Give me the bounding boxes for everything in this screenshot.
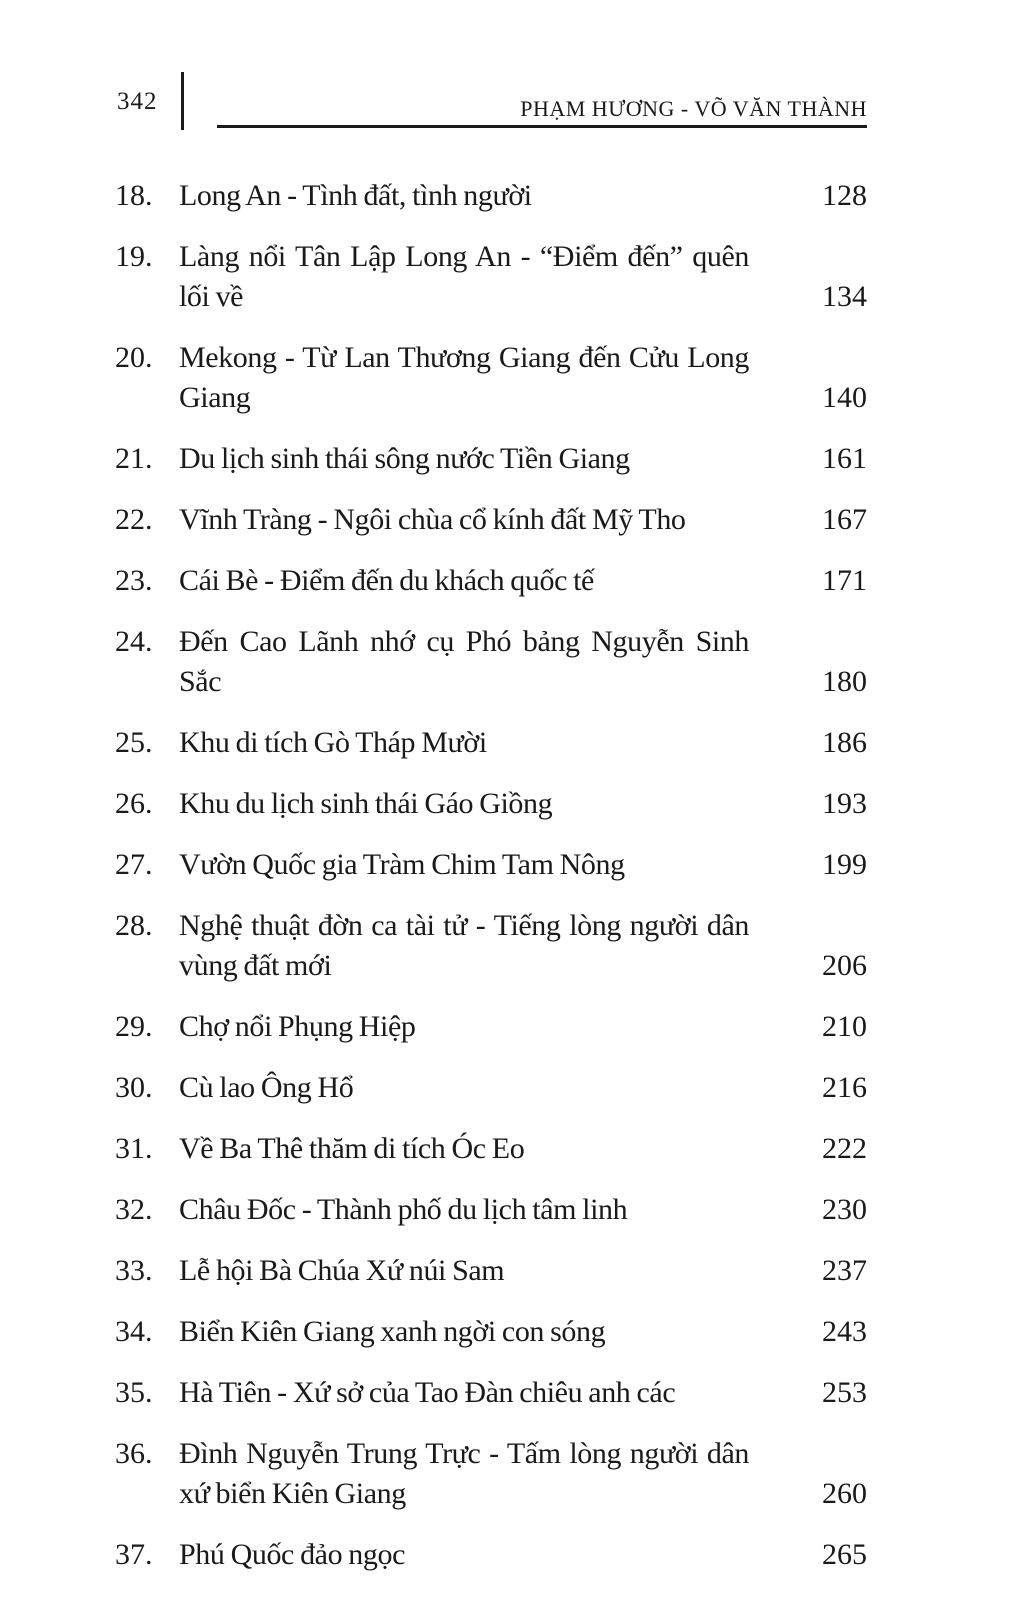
toc-entry-page: 230	[822, 1193, 867, 1226]
toc-entry-title: Về Ba Thê thăm di tích Óc Eo	[179, 1132, 525, 1165]
toc-entry-page: 265	[822, 1538, 867, 1571]
toc-entry-number: 35.	[115, 1376, 153, 1409]
toc-entry	[0, 1434, 1024, 1514]
toc-entry-number: 18.	[115, 179, 153, 212]
toc-entry-number: 28.	[115, 909, 153, 942]
toc-entry-page: 206	[822, 949, 867, 982]
toc-entry-page: 237	[822, 1254, 867, 1287]
toc-entry-title: Khu du lịch sinh thái Gáo Giồng	[179, 787, 553, 820]
toc-entry-page: 210	[822, 1010, 867, 1043]
toc-entry-title: Chợ nổi Phụng Hiệp	[179, 1010, 416, 1043]
toc-entry	[0, 561, 1024, 601]
toc-entry	[0, 1373, 1024, 1413]
toc-entry	[0, 1251, 1024, 1291]
toc-entry-page: 180	[822, 665, 867, 698]
toc-entry-number: 33.	[115, 1254, 153, 1287]
toc-entry-title: Vườn Quốc gia Tràm Chim Tam Nông	[179, 848, 625, 881]
page-header	[0, 0, 1024, 140]
toc-entry	[0, 784, 1024, 824]
toc-entry-number: 22.	[115, 503, 153, 536]
toc-entry-number: 31.	[115, 1132, 153, 1165]
toc-entry-number: 36.	[115, 1437, 153, 1470]
toc-entry-title: Nghệ thuật đờn ca tài tử - Tiếng lòng người dân vùng đất mới	[179, 909, 749, 982]
toc-entry-number: 19.	[115, 240, 153, 273]
toc-entry	[0, 500, 1024, 540]
toc-entry-number: 34.	[115, 1315, 153, 1348]
toc-entry	[0, 1190, 1024, 1230]
toc-entry-number: 30.	[115, 1071, 153, 1104]
toc-entry-title: Làng nổi Tân Lập Long An - “Điểm đến” quên lối về	[179, 240, 749, 313]
toc-entry-page: 128	[822, 179, 867, 212]
toc-entry	[0, 1312, 1024, 1352]
toc-entry-page: 186	[822, 726, 867, 759]
toc-entry-number: 32.	[115, 1193, 153, 1226]
toc-entry-page: 199	[822, 848, 867, 881]
toc-entry	[0, 845, 1024, 885]
toc-entry-title: Phú Quốc đảo ngọc	[179, 1538, 405, 1571]
toc-entry-title: Khu di tích Gò Tháp Mười	[179, 726, 487, 759]
toc-entry-title: Cù lao Ông Hổ	[179, 1071, 354, 1104]
toc-entry	[0, 906, 1024, 986]
toc-entry-title: Cái Bè - Điểm đến du khách quốc tế	[179, 564, 594, 597]
toc-entry-title: Đến Cao Lãnh nhớ cụ Phó bảng Nguyễn Sinh Sắc	[179, 625, 749, 698]
toc-entry	[0, 723, 1024, 763]
toc-entry-number: 26.	[115, 787, 153, 820]
toc-entry	[0, 338, 1024, 418]
toc-entry-page: 134	[822, 280, 867, 313]
running-title: PHẠM HƯƠNG - VÕ VĂN THÀNH	[520, 96, 867, 121]
toc-entry-page: 171	[822, 564, 867, 597]
toc-entry-title: Đình Nguyễn Trung Trực - Tấm lòng người dân xứ biển Kiên Giang	[179, 1437, 749, 1510]
toc-entry-page: 253	[822, 1376, 867, 1409]
toc-entry	[0, 237, 1024, 317]
toc-entry-title: Mekong - Từ Lan Thương Giang đến Cửu Long Giang	[179, 341, 749, 414]
toc-entry-number: 24.	[115, 625, 153, 658]
toc-entry	[0, 1535, 1024, 1575]
toc-entry-page: 243	[822, 1315, 867, 1348]
toc-entry-number: 21.	[115, 442, 153, 475]
header-rule	[217, 125, 867, 128]
table-of-contents	[0, 176, 1024, 1596]
toc-entry-number: 37.	[115, 1538, 153, 1571]
toc-entry-page: 260	[822, 1477, 867, 1510]
toc-entry-title: Châu Đốc - Thành phố du lịch tâm linh	[179, 1193, 628, 1226]
page-number: 342	[117, 88, 158, 115]
toc-entry	[0, 1129, 1024, 1169]
toc-entry	[0, 622, 1024, 702]
toc-entry-page: 167	[822, 503, 867, 536]
header-vertical-bar	[181, 72, 184, 130]
toc-entry-number: 29.	[115, 1010, 153, 1043]
toc-entry-title: Biển Kiên Giang xanh ngời con sóng	[179, 1315, 606, 1348]
toc-entry-title: Du lịch sinh thái sông nước Tiền Giang	[179, 442, 630, 475]
toc-entry	[0, 1007, 1024, 1047]
toc-entry-page: 216	[822, 1071, 867, 1104]
toc-entry-page: 140	[822, 381, 867, 414]
toc-entry	[0, 176, 1024, 216]
toc-entry-title: Lễ hội Bà Chúa Xứ núi Sam	[179, 1254, 505, 1287]
toc-entry-page: 161	[822, 442, 867, 475]
toc-entry-page: 222	[822, 1132, 867, 1165]
toc-entry	[0, 1068, 1024, 1108]
toc-entry-number: 27.	[115, 848, 153, 881]
toc-entry-title: Vĩnh Tràng - Ngôi chùa cổ kính đất Mỹ Tho	[179, 503, 686, 536]
toc-entry-number: 23.	[115, 564, 153, 597]
toc-entry-page: 193	[822, 787, 867, 820]
toc-entry-number: 25.	[115, 726, 153, 759]
toc-entry	[0, 439, 1024, 479]
toc-entry-number: 20.	[115, 341, 153, 374]
toc-entry-title: Long An - Tình đất, tình người	[179, 179, 532, 212]
toc-entry-title: Hà Tiên - Xứ sở của Tao Đàn chiêu anh các	[179, 1376, 676, 1409]
